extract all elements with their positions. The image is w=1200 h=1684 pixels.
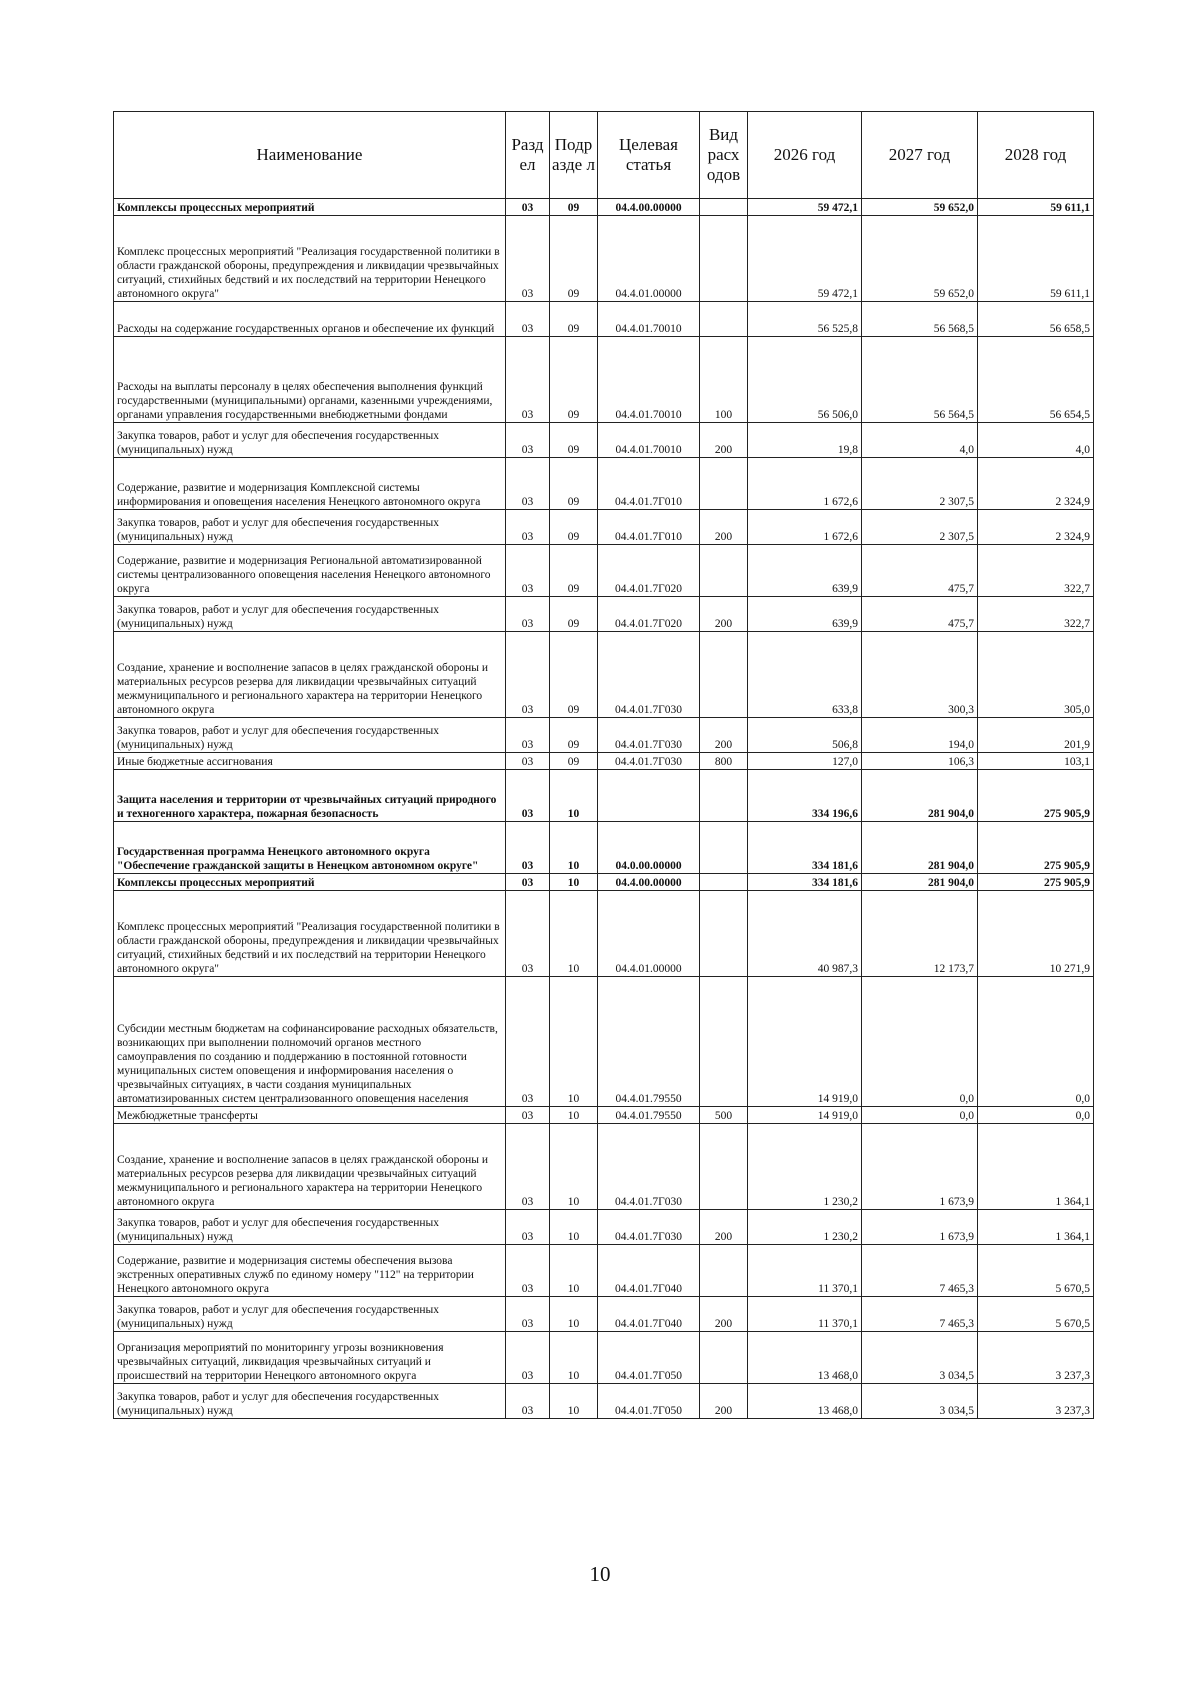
row-value-2028: 0,0 — [978, 1107, 1094, 1124]
row-expense-type — [700, 216, 748, 302]
row-value-2026: 506,8 — [748, 718, 862, 753]
row-target-article: 04.4.01.7Г020 — [598, 545, 700, 597]
row-target-article: 04.4.01.7Г030 — [598, 1124, 700, 1210]
row-value-2026: 59 472,1 — [748, 199, 862, 216]
row-value-2028: 5 670,5 — [978, 1245, 1094, 1297]
row-section: 03 — [506, 458, 550, 510]
table-header-row — [114, 112, 1094, 199]
table-row — [114, 1107, 1094, 1124]
row-expense-type — [700, 1124, 748, 1210]
row-value-2026: 14 919,0 — [748, 1107, 862, 1124]
row-subsection: 10 — [550, 891, 598, 977]
header-year-2028: 2028 год — [978, 112, 1094, 199]
budget-table — [113, 111, 1094, 1419]
row-subsection: 10 — [550, 1107, 598, 1124]
row-value-2027: 281 904,0 — [862, 770, 978, 822]
row-value-2028: 201,9 — [978, 718, 1094, 753]
row-target-article: 04.4.01.7Г030 — [598, 718, 700, 753]
row-value-2027: 56 568,5 — [862, 302, 978, 337]
row-value-2027: 281 904,0 — [862, 822, 978, 874]
row-value-2027: 194,0 — [862, 718, 978, 753]
row-subsection: 09 — [550, 423, 598, 458]
row-value-2028: 322,7 — [978, 597, 1094, 632]
row-value-2027: 106,3 — [862, 753, 978, 770]
row-value-2028: 0,0 — [978, 977, 1094, 1107]
row-target-article — [598, 770, 700, 822]
row-subsection: 09 — [550, 337, 598, 423]
row-name: Субсидии местным бюджетам на софинансирование расходных обязательств, возникающих при выполнении полномочий органов местного самоуправления по созданию и поддержанию в постоянной готовности муниципальных систем оповещения и информирования населения о чрезвычайных ситуациях, в части создания муниципальных автоматизированных систем централизованного оповещения населения — [114, 977, 506, 1107]
row-value-2028: 275 905,9 — [978, 874, 1094, 891]
row-value-2027: 0,0 — [862, 1107, 978, 1124]
row-value-2028: 103,1 — [978, 753, 1094, 770]
row-section: 03 — [506, 977, 550, 1107]
row-subsection: 10 — [550, 1245, 598, 1297]
row-name: Защита населения и территории от чрезвычайных ситуаций природного и техногенного характера, пожарная безопасность — [114, 770, 506, 822]
row-subsection: 09 — [550, 510, 598, 545]
row-target-article: 04.4.01.70010 — [598, 423, 700, 458]
row-target-article: 04.4.01.70010 — [598, 337, 700, 423]
table-row — [114, 718, 1094, 753]
row-value-2027: 59 652,0 — [862, 216, 978, 302]
row-name: Закупка товаров, работ и услуг для обеспечения государственных (муниципальных) нужд — [114, 1384, 506, 1419]
row-value-2027: 3 034,5 — [862, 1332, 978, 1384]
row-name: Расходы на выплаты персоналу в целях обеспечения выполнения функций государственными (муниципальными) органами, казенными учреждениями, органами управления государственными внебюджетными фондами — [114, 337, 506, 423]
row-subsection: 09 — [550, 216, 598, 302]
table-row — [114, 597, 1094, 632]
row-value-2026: 127,0 — [748, 753, 862, 770]
row-value-2027: 300,3 — [862, 632, 978, 718]
row-target-article: 04.4.01.7Г010 — [598, 458, 700, 510]
row-value-2028: 3 237,3 — [978, 1384, 1094, 1419]
row-value-2028: 275 905,9 — [978, 822, 1094, 874]
row-name: Закупка товаров, работ и услуг для обеспечения государственных (муниципальных) нужд — [114, 597, 506, 632]
row-section: 03 — [506, 891, 550, 977]
row-section: 03 — [506, 337, 550, 423]
row-target-article: 04.4.01.70010 — [598, 302, 700, 337]
row-subsection: 09 — [550, 545, 598, 597]
row-target-article: 04.4.01.7Г030 — [598, 632, 700, 718]
row-value-2027: 475,7 — [862, 597, 978, 632]
row-name: Содержание, развитие и модернизация системы обеспечения вызова экстренных оперативных служб по единому номеру "112" на территории Ненецкого автономного округа — [114, 1245, 506, 1297]
row-expense-type — [700, 1332, 748, 1384]
row-section: 03 — [506, 874, 550, 891]
row-subsection: 10 — [550, 822, 598, 874]
header-name: Наименование — [114, 112, 506, 199]
row-value-2027: 59 652,0 — [862, 199, 978, 216]
table-row — [114, 977, 1094, 1107]
row-subsection: 09 — [550, 458, 598, 510]
row-value-2027: 1 673,9 — [862, 1124, 978, 1210]
row-subsection: 09 — [550, 718, 598, 753]
row-section: 03 — [506, 199, 550, 216]
row-expense-type: 200 — [700, 510, 748, 545]
row-section: 03 — [506, 1124, 550, 1210]
row-value-2027: 475,7 — [862, 545, 978, 597]
row-section: 03 — [506, 1210, 550, 1245]
row-target-article: 04.4.01.7Г010 — [598, 510, 700, 545]
row-target-article: 04.4.01.7Г020 — [598, 597, 700, 632]
row-value-2028: 305,0 — [978, 632, 1094, 718]
row-name: Закупка товаров, работ и услуг для обеспечения государственных (муниципальных) нужд — [114, 510, 506, 545]
row-value-2026: 13 468,0 — [748, 1384, 862, 1419]
table-row — [114, 510, 1094, 545]
row-value-2027: 281 904,0 — [862, 874, 978, 891]
row-value-2028: 10 271,9 — [978, 891, 1094, 977]
row-value-2028: 275 905,9 — [978, 770, 1094, 822]
row-section: 03 — [506, 302, 550, 337]
row-subsection: 09 — [550, 632, 598, 718]
row-subsection: 10 — [550, 1332, 598, 1384]
row-name: Создание, хранение и восполнение запасов в целях гражданской обороны и материальных ресурсов резерва для ликвидации чрезвычайных ситуаций межмуниципального и регионального характера на территории Ненецкого автономного округа — [114, 1124, 506, 1210]
row-section: 03 — [506, 1384, 550, 1419]
row-value-2028: 3 237,3 — [978, 1332, 1094, 1384]
row-subsection: 10 — [550, 770, 598, 822]
row-name: Комплекс процессных мероприятий "Реализация государственной политики в области гражданской обороны, предупреждения и ликвидации чрезвычайных ситуаций, стихийных бедствий и их последствий на территории Ненецкого автономного округа" — [114, 216, 506, 302]
row-expense-type — [700, 891, 748, 977]
header-year-2026: 2026 год — [748, 112, 862, 199]
table-row — [114, 753, 1094, 770]
row-expense-type — [700, 199, 748, 216]
row-expense-type: 100 — [700, 337, 748, 423]
row-expense-type — [700, 1245, 748, 1297]
table-row — [114, 770, 1094, 822]
table-row — [114, 1297, 1094, 1332]
page-number: 10 — [589, 1562, 611, 1586]
table-row — [114, 1384, 1094, 1419]
row-value-2026: 19,8 — [748, 423, 862, 458]
row-value-2028: 2 324,9 — [978, 458, 1094, 510]
row-section: 03 — [506, 510, 550, 545]
row-subsection: 10 — [550, 1384, 598, 1419]
row-section: 03 — [506, 632, 550, 718]
row-target-article: 04.4.01.00000 — [598, 891, 700, 977]
row-section: 03 — [506, 1245, 550, 1297]
row-target-article: 04.4.00.00000 — [598, 199, 700, 216]
row-name: Закупка товаров, работ и услуг для обеспечения государственных (муниципальных) нужд — [114, 1297, 506, 1332]
row-target-article: 04.4.01.7Г040 — [598, 1297, 700, 1332]
row-expense-type — [700, 302, 748, 337]
row-section: 03 — [506, 1332, 550, 1384]
row-target-article: 04.4.01.79550 — [598, 977, 700, 1107]
row-value-2026: 14 919,0 — [748, 977, 862, 1107]
row-expense-type: 200 — [700, 423, 748, 458]
table-row — [114, 337, 1094, 423]
row-section: 03 — [506, 597, 550, 632]
row-expense-type — [700, 458, 748, 510]
row-name: Закупка товаров, работ и услуг для обеспечения государственных (муниципальных) нужд — [114, 718, 506, 753]
table-row — [114, 1245, 1094, 1297]
row-expense-type — [700, 770, 748, 822]
row-section: 03 — [506, 216, 550, 302]
row-section: 03 — [506, 770, 550, 822]
header-target-article: Целевая статья — [598, 112, 700, 199]
row-name: Комплекс процессных мероприятий "Реализация государственной политики в области гражданской обороны, предупреждения и ликвидации чрезвычайных ситуаций, стихийных бедствий и их последствий на территории Ненецкого автономного округа" — [114, 891, 506, 977]
row-target-article: 04.4.01.79550 — [598, 1107, 700, 1124]
row-value-2026: 1 230,2 — [748, 1124, 862, 1210]
row-subsection: 09 — [550, 199, 598, 216]
row-section: 03 — [506, 1107, 550, 1124]
row-value-2027: 56 564,5 — [862, 337, 978, 423]
row-value-2027: 2 307,5 — [862, 510, 978, 545]
row-value-2026: 1 672,6 — [748, 510, 862, 545]
row-section: 03 — [506, 718, 550, 753]
row-value-2026: 11 370,1 — [748, 1297, 862, 1332]
row-value-2028: 322,7 — [978, 545, 1094, 597]
header-expense-type: Вид расх одов — [700, 112, 748, 199]
table-row — [114, 199, 1094, 216]
table-row — [114, 1124, 1094, 1210]
row-value-2028: 5 670,5 — [978, 1297, 1094, 1332]
row-value-2028: 56 658,5 — [978, 302, 1094, 337]
row-value-2026: 40 987,3 — [748, 891, 862, 977]
row-expense-type: 500 — [700, 1107, 748, 1124]
row-value-2026: 11 370,1 — [748, 1245, 862, 1297]
table-row — [114, 458, 1094, 510]
row-subsection: 09 — [550, 753, 598, 770]
row-subsection: 10 — [550, 1124, 598, 1210]
row-expense-type: 200 — [700, 1297, 748, 1332]
row-name: Закупка товаров, работ и услуг для обеспечения государственных (муниципальных) нужд — [114, 423, 506, 458]
row-value-2028: 56 654,5 — [978, 337, 1094, 423]
row-target-article: 04.4.00.00000 — [598, 874, 700, 891]
row-value-2028: 2 324,9 — [978, 510, 1094, 545]
row-expense-type: 200 — [700, 1384, 748, 1419]
row-value-2027: 7 465,3 — [862, 1297, 978, 1332]
table-row — [114, 423, 1094, 458]
row-subsection: 09 — [550, 597, 598, 632]
header-subsection: Подр азде л — [550, 112, 598, 199]
header-year-2027: 2027 год — [862, 112, 978, 199]
table-row — [114, 822, 1094, 874]
row-value-2027: 4,0 — [862, 423, 978, 458]
row-value-2026: 639,9 — [748, 597, 862, 632]
row-value-2027: 7 465,3 — [862, 1245, 978, 1297]
table-row — [114, 632, 1094, 718]
row-value-2026: 633,8 — [748, 632, 862, 718]
row-value-2028: 59 611,1 — [978, 216, 1094, 302]
row-expense-type — [700, 545, 748, 597]
row-name: Содержание, развитие и модернизация Комплексной системы информирования и оповещения населения Ненецкого автономного округа — [114, 458, 506, 510]
row-subsection: 10 — [550, 1210, 598, 1245]
row-value-2027: 1 673,9 — [862, 1210, 978, 1245]
row-value-2026: 13 468,0 — [748, 1332, 862, 1384]
row-expense-type: 200 — [700, 597, 748, 632]
row-expense-type — [700, 822, 748, 874]
row-value-2026: 1 230,2 — [748, 1210, 862, 1245]
row-expense-type: 800 — [700, 753, 748, 770]
row-subsection: 10 — [550, 874, 598, 891]
row-subsection: 10 — [550, 977, 598, 1107]
row-subsection: 10 — [550, 1297, 598, 1332]
row-target-article: 04.4.01.7Г050 — [598, 1332, 700, 1384]
row-expense-type — [700, 977, 748, 1107]
row-section: 03 — [506, 1297, 550, 1332]
table-row — [114, 874, 1094, 891]
row-subsection: 09 — [550, 302, 598, 337]
row-target-article: 04.4.01.7Г030 — [598, 753, 700, 770]
row-value-2026: 56 506,0 — [748, 337, 862, 423]
row-name: Государственная программа Ненецкого автономного округа "Обеспечение гражданской защиты в Ненецком автономном округе" — [114, 822, 506, 874]
row-value-2026: 334 196,6 — [748, 770, 862, 822]
row-section: 03 — [506, 753, 550, 770]
row-value-2027: 3 034,5 — [862, 1384, 978, 1419]
table-body — [114, 199, 1094, 1419]
row-section: 03 — [506, 423, 550, 458]
row-target-article: 04.4.01.00000 — [598, 216, 700, 302]
row-target-article: 04.4.01.7Г050 — [598, 1384, 700, 1419]
table-row — [114, 216, 1094, 302]
row-value-2027: 0,0 — [862, 977, 978, 1107]
row-name: Межбюджетные трансферты — [114, 1107, 506, 1124]
row-value-2027: 2 307,5 — [862, 458, 978, 510]
row-value-2026: 56 525,8 — [748, 302, 862, 337]
row-value-2027: 12 173,7 — [862, 891, 978, 977]
row-name: Организация мероприятий по мониторингу угрозы возникновения чрезвычайных ситуаций, ликвидация чрезвычайных ситуаций и происшествий на территории Ненецкого автономного округа — [114, 1332, 506, 1384]
table-row — [114, 891, 1094, 977]
row-expense-type — [700, 874, 748, 891]
row-section: 03 — [506, 822, 550, 874]
row-expense-type — [700, 632, 748, 718]
row-expense-type: 200 — [700, 1210, 748, 1245]
table-row — [114, 1210, 1094, 1245]
row-value-2028: 1 364,1 — [978, 1124, 1094, 1210]
row-value-2026: 1 672,6 — [748, 458, 862, 510]
row-target-article: 04.4.01.7Г040 — [598, 1245, 700, 1297]
row-value-2026: 334 181,6 — [748, 874, 862, 891]
row-value-2026: 59 472,1 — [748, 216, 862, 302]
row-target-article: 04.0.00.00000 — [598, 822, 700, 874]
header-section: Разд ел — [506, 112, 550, 199]
row-value-2028: 1 364,1 — [978, 1210, 1094, 1245]
row-name: Создание, хранение и восполнение запасов в целях гражданской обороны и материальных ресурсов резерва для ликвидации чрезвычайных ситуаций межмуниципального и регионального характера на территории Ненецкого автономного округа — [114, 632, 506, 718]
table-row — [114, 302, 1094, 337]
row-value-2026: 334 181,6 — [748, 822, 862, 874]
row-value-2028: 59 611,1 — [978, 199, 1094, 216]
row-expense-type: 200 — [700, 718, 748, 753]
table-row — [114, 1332, 1094, 1384]
row-value-2028: 4,0 — [978, 423, 1094, 458]
row-value-2026: 639,9 — [748, 545, 862, 597]
row-name: Комплексы процессных мероприятий — [114, 874, 506, 891]
row-section: 03 — [506, 545, 550, 597]
row-name: Комплексы процессных мероприятий — [114, 199, 506, 216]
row-target-article: 04.4.01.7Г030 — [598, 1210, 700, 1245]
row-name: Расходы на содержание государственных органов и обеспечение их функций — [114, 302, 506, 337]
row-name: Содержание, развитие и модернизация Региональной автоматизированной системы централизованного оповещения населения Ненецкого автономного округа — [114, 545, 506, 597]
row-name: Закупка товаров, работ и услуг для обеспечения государственных (муниципальных) нужд — [114, 1210, 506, 1245]
row-name: Иные бюджетные ассигнования — [114, 753, 506, 770]
table-row — [114, 545, 1094, 597]
